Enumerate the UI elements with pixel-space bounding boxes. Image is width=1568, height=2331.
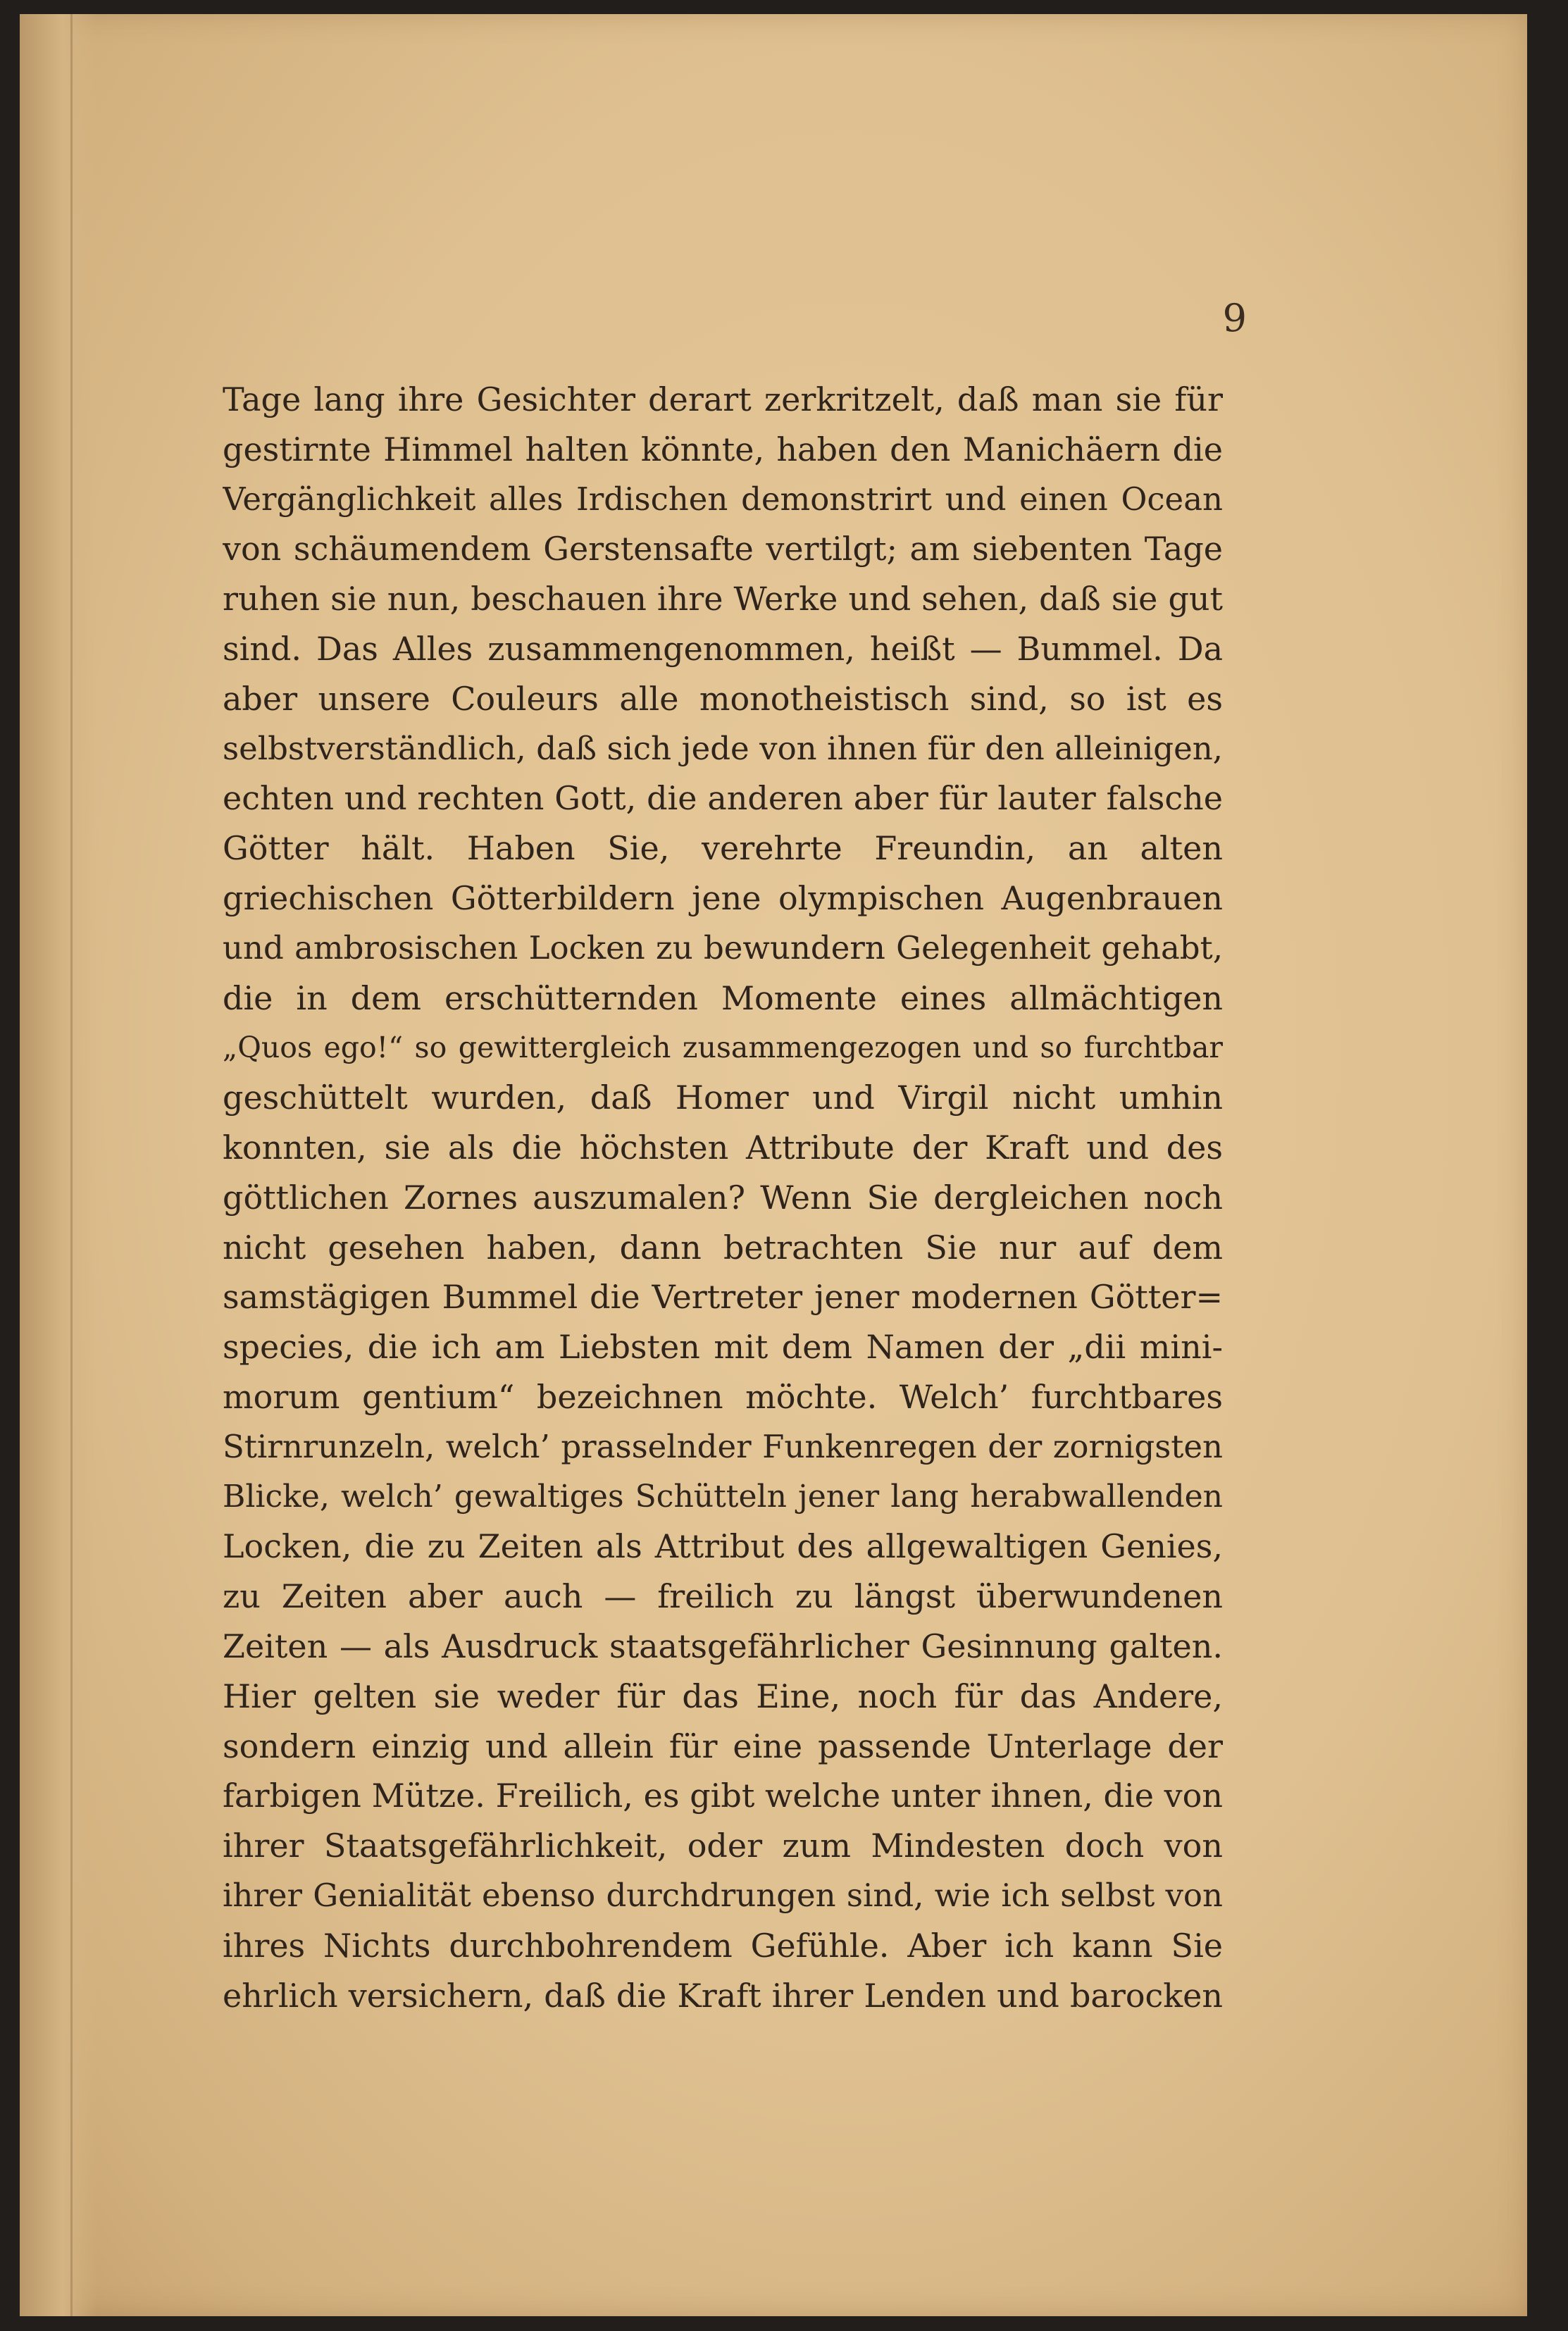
text-line: Locken, die zu Zeiten als Attribut des allgewaltigen Genies, (223, 1527, 1223, 1566)
text-line: und ambrosischen Locken zu bewundern Gelegenheit gehabt, (223, 928, 1223, 966)
text-line: samstägigen Bummel die Vertreter jener modernen Götter= (223, 1278, 1223, 1317)
text-line: zu Zeiten aber auch — freilich zu längst überwundenen (223, 1577, 1223, 1616)
text-line: Vergänglichkeit alles Irdischen demonstrirt und einen Ocean (223, 480, 1223, 518)
text-line: nicht gesehen haben, dann betrachten Sie nur auf dem (223, 1228, 1223, 1267)
text-line: die in dem erschütternden Momente eines allmächtigen (223, 978, 1223, 1017)
text-line: Blicke, welch’ gewaltiges Schütteln jener lang herabwallenden (223, 1478, 1223, 1515)
text-line: konnten, sie als die höchsten Attribute der Kraft und des (223, 1128, 1223, 1167)
text-line: griechischen Götterbildern jene olympischen Augenbrauen (223, 878, 1223, 917)
text-line: Götter hält. Haben Sie, verehrte Freundin, an alten (223, 829, 1223, 868)
text-line: ruhen sie nun, beschauen ihre Werke und sehen, daß sie gut (223, 580, 1223, 619)
binding-edge (70, 14, 73, 2316)
text-line: gestirnte Himmel halten könnte, haben den Manichäern die (223, 430, 1223, 468)
text-line: ehrlich versichern, daß die Kraft ihrer Lenden und barocken (223, 1976, 1223, 2015)
text-line: Stirnrunzeln, welch’ prasselnder Funkenregen der zornigsten (223, 1427, 1223, 1465)
text-line: echten und rechten Gott, die anderen aber für lauter falsche (223, 779, 1223, 818)
text-line: „Quos ego!“ so gewittergleich zusammengezogen und so furchtbar (223, 1031, 1223, 1065)
body-text (223, 375, 1223, 2020)
text-line: Tage lang ihre Gesichter derart zerkritzelt, daß man sie für (223, 380, 1223, 418)
text-line: morum gentium“ bezeichnen möchte. Welch’ furchtbares (223, 1377, 1223, 1416)
text-line: Zeiten — als Ausdruck staatsgefährlicher Gesinnung galten. (223, 1627, 1223, 1665)
text-line: aber unsere Couleurs alle monotheistisch sind, so ist es (223, 679, 1223, 718)
page-number: 9 (1222, 296, 1247, 340)
text-line: ihres Nichts durchbohrendem Gefühle. Aber ich kann Sie (223, 1926, 1223, 1965)
text-line: ihrer Genialität ebenso durchdrungen sind, wie ich selbst von (223, 1876, 1223, 1914)
text-line: selbstverständlich, daß sich jede von ihnen für den alleinigen, (223, 729, 1223, 767)
text-line: ihrer Staatsgefährlichkeit, oder zum Mindesten doch von (223, 1827, 1223, 1865)
text-line: göttlichen Zornes auszumalen? Wenn Sie dergleichen noch (223, 1178, 1223, 1217)
text-line: sondern einzig und allein für eine passende Unterlage der (223, 1727, 1223, 1765)
text-line: geschüttelt wurden, daß Homer und Virgil nicht umhin (223, 1079, 1223, 1117)
text-line: farbigen Mütze. Freilich, es gibt welche unter ihnen, die von (223, 1777, 1223, 1815)
text-line: Hier gelten sie weder für das Eine, noch für das Andere, (223, 1677, 1223, 1715)
text-line: species, die ich am Liebsten mit dem Namen der „dii mini- (223, 1328, 1223, 1367)
page-gutter (20, 14, 97, 2316)
text-line: sind. Das Alles zusammengenommen, heißt — Bummel. Da (223, 629, 1223, 668)
text-line: von schäumendem Gerstensafte vertilgt; am siebenten Tage (223, 530, 1223, 568)
